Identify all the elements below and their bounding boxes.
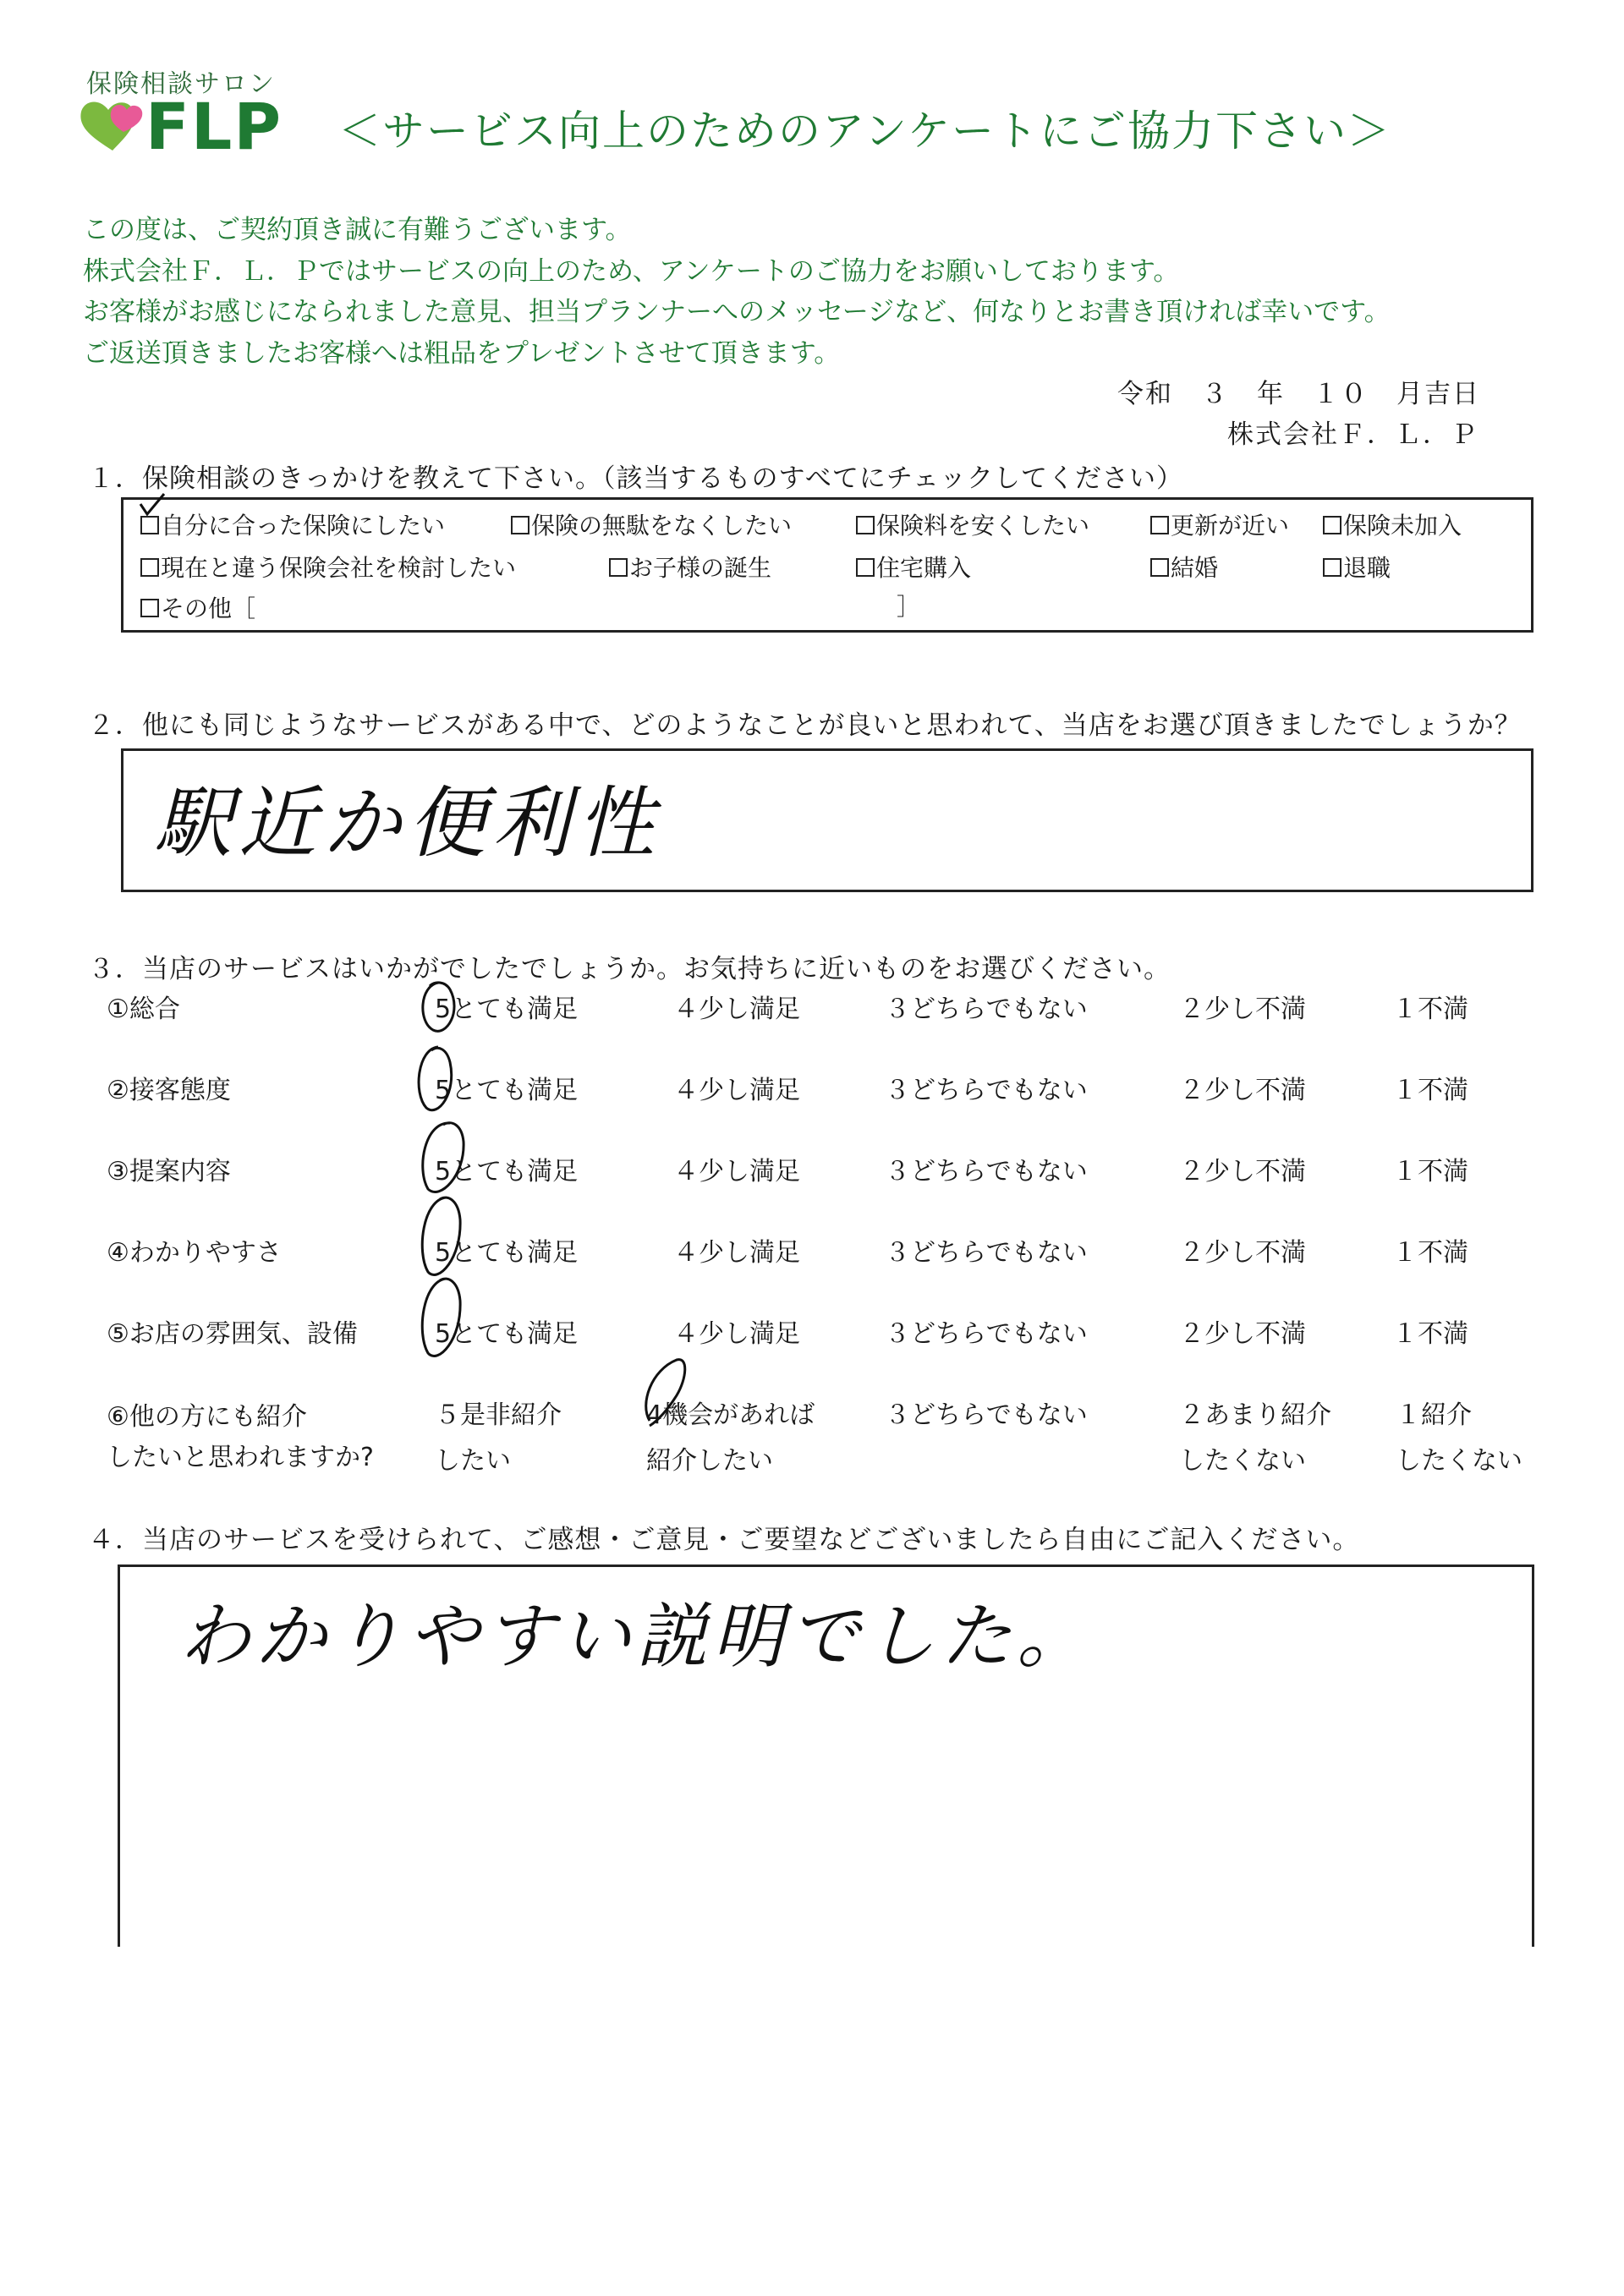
page-title: ＜サービス向上のためのアンケートにご協力下さい＞ [338, 107, 1391, 156]
option-label: その他［ [161, 595, 256, 622]
choice-line: ２あまり紹介 [1179, 1400, 1331, 1430]
q1-option-retirement[interactable] [1323, 550, 1391, 584]
choice-line: したくない [1396, 1446, 1522, 1476]
option-label: 退職 [1343, 554, 1391, 582]
intro-line: 株式会社Ｆ．Ｌ．Ｐではサービスの向上のため、アンケートのご協力をお願いしております。 [83, 255, 1180, 287]
intro-text [83, 210, 1391, 374]
q3-row-label: ③提案内容 [107, 1157, 231, 1186]
option-label: 保険の無駄をなくしたい [531, 512, 793, 540]
q3-choice-4[interactable]: ４少し満足 [673, 1238, 800, 1268]
q1-option-house[interactable] [856, 550, 971, 584]
q3-choice-1[interactable]: １不満 [1392, 1238, 1468, 1268]
q3-choice-5[interactable]: 5とても満足 [435, 1157, 579, 1186]
selection-circle-icon [413, 1191, 472, 1284]
selection-circle-icon [409, 1042, 465, 1118]
q3-row6-choice-5[interactable] [435, 1394, 562, 1477]
q1-option-renewal[interactable] [1150, 507, 1289, 541]
q1-option-other[interactable] [140, 590, 255, 624]
selection-circle-icon [413, 1116, 480, 1201]
q3-choice-4[interactable]: ４少し満足 [673, 995, 800, 1024]
q3-choice-4[interactable]: ４少し満足 [673, 1319, 800, 1349]
q1-option-marriage[interactable] [1150, 550, 1218, 584]
q1-option-other-company[interactable] [140, 550, 516, 584]
q3-choice-2[interactable]: ２少し不満 [1179, 995, 1306, 1024]
choice-line: 4機会があれば [646, 1400, 815, 1430]
date-line: 令和 ３ 年 １０ 月吉日 [1117, 379, 1480, 409]
q3-choice-1[interactable]: １不満 [1392, 1157, 1468, 1186]
checkbox-icon[interactable] [1323, 516, 1341, 534]
q3-choice-2[interactable]: ２少し不満 [1179, 1076, 1306, 1105]
q3-choice-3[interactable]: ３どちらでもない [885, 1319, 1088, 1349]
question-3-title: ３．当店のサービスはいかがでしたでしょうか。お気持ちに近いものをお選びください。 [88, 954, 1171, 984]
question-2-handwritten-answer: 駅近か便利性 [154, 778, 662, 869]
option-label: 結婚 [1171, 554, 1219, 582]
q3-row6-choice-1[interactable] [1396, 1394, 1522, 1477]
q3-choice-3[interactable]: ３どちらでもない [885, 995, 1088, 1024]
q1-bracket-close: ］ [897, 593, 921, 621]
q1-option-own-fit[interactable] [140, 507, 445, 541]
choice-line: １紹介 [1396, 1400, 1472, 1430]
option-label: 更新が近い [1171, 512, 1290, 540]
checkbox-icon[interactable] [856, 558, 875, 577]
selection-circle-icon [634, 1353, 694, 1438]
q3-row6-choice-2[interactable] [1179, 1394, 1331, 1477]
q3-choice-5[interactable]: 5とても満足 [435, 1319, 579, 1349]
choice-line: したい [435, 1446, 511, 1476]
q1-option-child-birth[interactable] [609, 550, 771, 584]
q1-option-uninsured[interactable] [1323, 507, 1462, 541]
choice-line: ３どちらでもない [885, 1400, 1088, 1430]
question-1-title: １．保険相談のきっかけを教えて下さい。（該当するものすべてにチェックしてください） [88, 463, 1183, 494]
question-4-title: ４．当店のサービスを受けられて、ご感想・ご意見・ご要望などございましたら自由にご記入ください。 [88, 1525, 1360, 1555]
checkbox-icon[interactable] [609, 558, 628, 577]
q3-choice-5[interactable]: 5とても満足 [435, 1238, 579, 1268]
checkbox-icon[interactable] [1323, 558, 1341, 577]
company-line: 株式会社Ｆ．Ｌ．Ｐ [1227, 419, 1479, 450]
intro-line: ご返送頂きましたお客様へは粗品をプレゼントさせて頂きます。 [83, 337, 841, 369]
option-label: 保険料を安くしたい [876, 512, 1090, 540]
option-label: 自分に合った保険にしたい [161, 512, 446, 540]
q1-option-cheaper[interactable] [856, 507, 1089, 541]
heart-logo-icon [74, 95, 151, 154]
intro-line: この度は、ご契約頂き誠に有難うございます。 [83, 215, 632, 245]
q3-row6-label-line1: ⑥他の方にも紹介 [107, 1402, 307, 1432]
option-label: 住宅購入 [876, 554, 972, 582]
q3-choice-2[interactable]: ２少し不満 [1179, 1238, 1306, 1268]
q3-choice-3[interactable]: ３どちらでもない [885, 1157, 1088, 1186]
checkbox-icon[interactable] [1150, 558, 1169, 577]
q3-choice-5[interactable]: 5とても満足 [435, 995, 579, 1024]
choice-line: ５是非紹介 [435, 1400, 562, 1430]
q3-choice-1[interactable]: １不満 [1392, 1319, 1468, 1349]
q1-option-reduce-waste[interactable] [511, 507, 792, 541]
q3-row-label: ⑤お店の雰囲気、設備 [107, 1319, 358, 1349]
q3-row6-choice-3[interactable] [885, 1394, 1088, 1439]
question-2-title: ２．他にも同じようなサービスがある中で、どのようなことが良いと思われて、当店をお選び頂きましたでしょうか？ [88, 710, 1522, 741]
question-4-handwritten-answer: わかりやすい説明でした。 [179, 1595, 1094, 1678]
q3-choice-5[interactable]: 5とても満足 [435, 1076, 579, 1105]
checkmark-icon [135, 490, 169, 521]
q3-choice-1[interactable]: １不満 [1392, 1076, 1468, 1105]
q3-choice-4[interactable]: ４少し満足 [673, 1157, 800, 1186]
checkbox-icon[interactable] [140, 558, 159, 577]
selection-circle-icon [413, 1272, 472, 1365]
checkbox-icon[interactable] [140, 599, 159, 617]
q3-choice-3[interactable]: ３どちらでもない [885, 1238, 1088, 1268]
q3-choice-2[interactable]: ２少し不満 [1179, 1157, 1306, 1186]
logo-subtitle: 保険相談サロン [86, 69, 276, 99]
selection-circle-icon [413, 978, 469, 1038]
intro-line: お客様がお感じになられました意見、担当プランナーへのメッセージなど、何なりとお書き頂ければ幸いです。 [83, 297, 1391, 327]
q3-row-label: ②接客態度 [107, 1076, 231, 1105]
q3-choice-3[interactable]: ３どちらでもない [885, 1076, 1088, 1105]
q3-choice-1[interactable]: １不満 [1392, 995, 1468, 1024]
option-label: お子様の誕生 [629, 554, 772, 582]
q3-row-label: ④わかりやすさ [107, 1238, 282, 1268]
q3-choice-4[interactable]: ４少し満足 [673, 1076, 800, 1105]
checkbox-icon[interactable] [1150, 516, 1169, 534]
choice-line: 紹介したい [646, 1446, 773, 1476]
option-label: 保険未加入 [1343, 512, 1462, 540]
logo-text: FLP [145, 89, 283, 164]
option-label: 現在と違う保険会社を検討したい [161, 554, 517, 582]
choice-line: したくない [1179, 1446, 1306, 1476]
q3-row-label: ①総合 [107, 995, 180, 1024]
q3-choice-2[interactable]: ２少し不満 [1179, 1319, 1306, 1349]
checkbox-icon[interactable] [856, 516, 875, 534]
q3-row6-label-line2: したいと思われますか? [107, 1443, 374, 1472]
checkbox-icon[interactable] [511, 516, 529, 534]
